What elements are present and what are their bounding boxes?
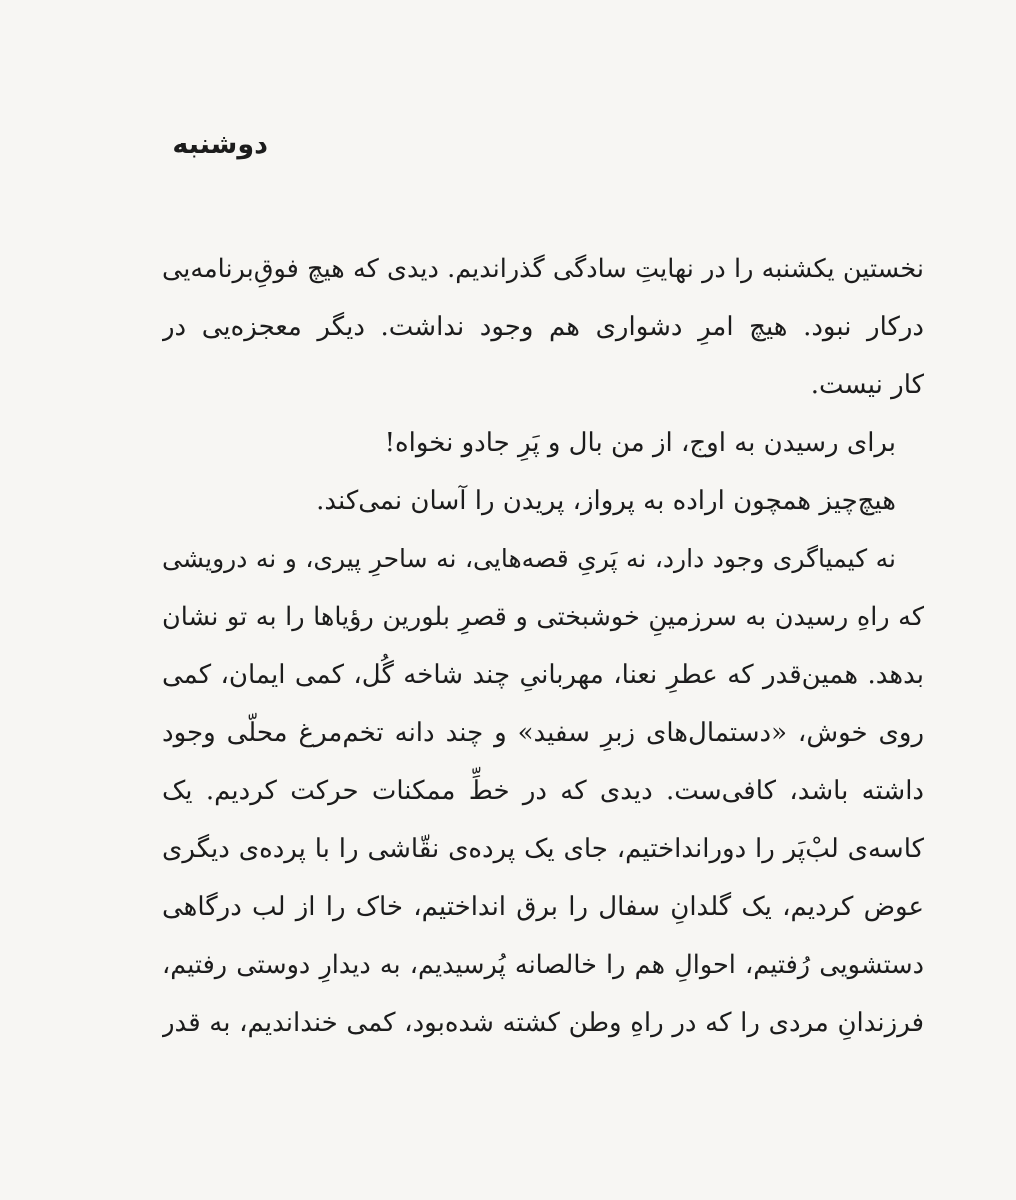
text-line-11: کاسه‌ی لبْ‌پَر را دورانداختیم، جای یک پرده‌ی نقّاشی را با پرده‌ی دیگری (162, 834, 924, 864)
text-line-14: فرزندانِ مردی را که در راهِ وطن کشته شده‌بود، کمی خنداندیم، به قدر (162, 1008, 924, 1038)
text-line-4: برای رسیدن به اوج، از من بال و پَرِ جادو نخواه! (384, 428, 896, 458)
text-line-3: کار نیست. (810, 370, 924, 400)
text-line-1: نخستین یکشنبه را در نهایتِ سادگی گذراندیم. دیدی که هیچ فوقِ‌برنامه‌یی (162, 254, 924, 284)
text-line-12: عوض کردیم، یک گلدانِ سفال را برق انداختیم، خاک را از لب درگاهی (162, 892, 924, 922)
body-text (162, 240, 924, 1052)
text-line-10: داشته باشد، کافی‌ست. دیدی که در خطِّ ممکنات حرکت کردیم. یک (162, 776, 924, 806)
text-line-6: نه کیمیاگری وجود دارد، نه پَریِ قصه‌هایی، نه ساحرِ پیری، و نه درویشی (162, 544, 896, 573)
text-line-7: که راهِ رسیدن به سرزمینِ خوشبختی و قصرِ بلورین رؤیاها را به تو نشان (162, 602, 924, 632)
text-line-13: دستشویی رُفتیم، احوالِ هم را خالصانه پُرسیدیم، به دیدارِ دوستی رفتیم، (162, 950, 924, 980)
text-line-5: هیچ‌چیز همچون اراده به پرواز، پریدن را آسان نمی‌کند. (316, 486, 896, 516)
text-line-9: روی خوش، «دستمال‌های زبرِ سفید» و چند دانه تخم‌مرغ محلّی وجود (162, 718, 924, 748)
text-line-8: بدهد. همین‌قدر که عطرِ نعنا، مهربانیِ چند شاخه گُل، کمی ایمان، کمی (162, 660, 924, 690)
text-line-2: درکار نبود. هیچ امرِ دشواری هم وجود نداشت. دیگر معجزه‌یی در (162, 312, 924, 342)
chapter-heading: دوشنبه (172, 129, 268, 160)
